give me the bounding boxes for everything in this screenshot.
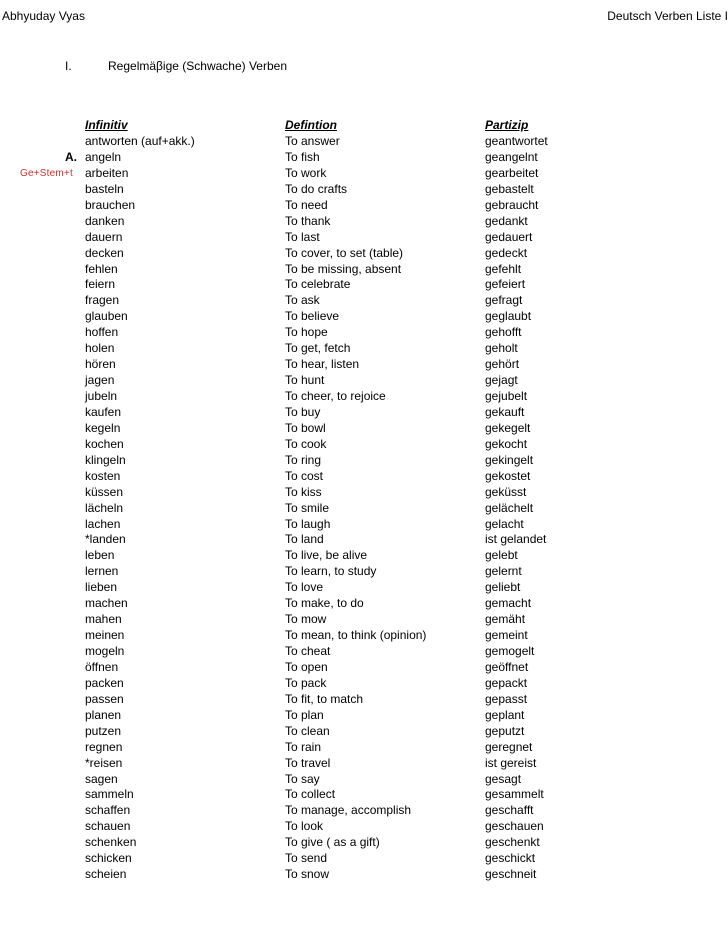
infinitive-cell: decken	[85, 245, 124, 260]
definition-cell: To cost	[285, 468, 324, 483]
participle-cell: gefehlt	[485, 261, 522, 276]
table-row	[0, 819, 728, 835]
infinitive-cell: *landen	[85, 532, 126, 547]
infinitive-cell: brauchen	[85, 197, 136, 212]
infinitive-cell: hören	[85, 357, 116, 372]
definition-cell: To collect	[285, 787, 336, 802]
participle-cell: gehofft	[485, 325, 522, 340]
definition-cell: To clean	[285, 723, 330, 738]
table-row	[0, 532, 728, 548]
infinitive-cell: meinen	[85, 628, 125, 643]
definition-cell: To live, be alive	[285, 548, 368, 563]
column-header-definition: Defintion	[285, 118, 337, 132]
header-document-title: Deutsch Verben Liste I	[607, 9, 728, 23]
infinitive-cell: fehlen	[85, 261, 118, 276]
table-row	[0, 469, 728, 485]
table-row	[0, 166, 728, 182]
participle-cell: gepackt	[485, 675, 528, 690]
participle-cell: gearbeitet	[485, 165, 539, 180]
participle-cell: geliebt	[485, 580, 521, 595]
table-row	[0, 851, 728, 867]
table-row	[0, 501, 728, 517]
infinitive-cell: packen	[85, 675, 124, 690]
infinitive-cell: angeln	[85, 149, 122, 164]
table-row	[0, 517, 728, 533]
infinitive-cell: hoffen	[85, 325, 119, 340]
infinitive-cell: holen	[85, 341, 115, 356]
table-row	[0, 740, 728, 756]
definition-cell: To hear, listen	[285, 357, 360, 372]
participle-cell: geholt	[485, 341, 518, 356]
definition-cell: To cheer, to rejoice	[285, 389, 386, 403]
infinitive-cell: passen	[85, 691, 124, 706]
definition-cell: To ring	[285, 452, 322, 467]
table-row	[0, 772, 728, 788]
infinitive-cell: klingeln	[85, 452, 126, 467]
section-title: Regelmäβige (Schwache) Verben	[108, 59, 287, 73]
definition-cell: To last	[285, 229, 320, 244]
table-row	[0, 325, 728, 341]
infinitive-cell: lieben	[85, 580, 118, 595]
table-row	[0, 293, 728, 309]
subsection-note: Ge+Stem+t	[20, 168, 73, 179]
participle-cell: geputzt	[485, 723, 525, 738]
infinitive-cell: danken	[85, 213, 125, 228]
infinitive-cell: jagen	[85, 373, 115, 388]
participle-cell: gesammelt	[485, 787, 544, 802]
definition-cell: To make, to do	[285, 596, 364, 611]
infinitive-cell: schaffen	[85, 803, 131, 818]
infinitive-cell: schauen	[85, 819, 131, 834]
table-row	[0, 230, 728, 246]
definition-cell: To work	[285, 165, 327, 180]
section-numeral: I.	[65, 59, 72, 73]
table-row	[0, 214, 728, 230]
infinitive-cell: kegeln	[85, 420, 121, 435]
table-row	[0, 357, 728, 373]
table-row	[0, 580, 728, 596]
definition-cell: To cheat	[285, 644, 331, 658]
definition-cell: To say	[285, 771, 320, 786]
participle-cell: geregnet	[485, 739, 533, 754]
table-row	[0, 692, 728, 708]
participle-cell: gelernt	[485, 564, 522, 579]
infinitive-cell: kochen	[85, 436, 124, 451]
participle-cell: gebastelt	[485, 181, 534, 196]
infinitive-cell: lächeln	[85, 500, 124, 515]
participle-cell: ist gereist	[485, 755, 537, 770]
definition-cell: To be missing, absent	[285, 261, 402, 276]
infinitive-cell: feiern	[85, 277, 116, 292]
participle-cell: gedeckt	[485, 245, 528, 260]
participle-cell: gelächelt	[485, 500, 534, 515]
participle-cell: gekingelt	[485, 452, 534, 467]
participle-cell: gemäht	[485, 612, 526, 627]
table-row	[0, 150, 728, 166]
definition-cell: To land	[285, 532, 324, 547]
table-row	[0, 309, 728, 325]
definition-cell: To answer	[285, 134, 340, 148]
definition-cell: To manage, accomplish	[285, 803, 412, 818]
participle-cell: geschafft	[485, 803, 534, 818]
infinitive-cell: arbeiten	[85, 165, 129, 180]
participle-cell: gekostet	[485, 468, 531, 483]
participle-cell: gesagt	[485, 771, 522, 786]
definition-cell: To smile	[285, 500, 330, 515]
table-row	[0, 389, 728, 405]
table-row	[0, 262, 728, 278]
participle-cell: geöffnet	[485, 659, 529, 674]
participle-cell: gebraucht	[485, 197, 539, 212]
infinitive-cell: machen	[85, 596, 128, 611]
participle-cell: gemeint	[485, 628, 528, 643]
definition-cell: To thank	[285, 213, 331, 228]
table-row	[0, 708, 728, 724]
definition-cell: To buy	[285, 404, 321, 419]
participle-cell: gefeiert	[485, 277, 526, 292]
definition-cell: To mean, to think (opinion)	[285, 628, 427, 643]
participle-cell: gekauft	[485, 404, 525, 419]
definition-cell: To learn, to study	[285, 564, 377, 579]
table-row	[0, 246, 728, 262]
infinitive-cell: sammeln	[85, 787, 134, 802]
definition-cell: To love	[285, 580, 324, 595]
participle-cell: geantwortet	[485, 134, 548, 148]
participle-cell: geschauen	[485, 819, 544, 834]
definition-cell: To plan	[285, 707, 324, 722]
infinitive-cell: planen	[85, 707, 122, 722]
table-row	[0, 724, 728, 740]
infinitive-cell: scheien	[85, 867, 127, 882]
definition-cell: To give ( as a gift)	[285, 835, 380, 850]
participle-cell: gekegelt	[485, 420, 531, 435]
participle-cell: geschneit	[485, 867, 537, 882]
table-row	[0, 341, 728, 357]
participle-cell: geplant	[485, 707, 525, 722]
participle-cell: gehört	[485, 357, 520, 372]
infinitive-cell: dauern	[85, 229, 123, 244]
definition-cell: To send	[285, 851, 328, 866]
infinitive-cell: sagen	[85, 771, 118, 786]
verb-table	[0, 134, 728, 883]
definition-cell: To laugh	[285, 516, 331, 531]
definition-cell: To fit, to match	[285, 691, 364, 706]
table-row	[0, 134, 728, 150]
definition-cell: To travel	[285, 755, 331, 770]
header-author: Abhyuday Vyas	[2, 9, 85, 23]
column-header-infinitive: Infinitiv	[85, 118, 128, 132]
table-row	[0, 867, 728, 883]
column-header-participle: Partizip	[485, 118, 529, 132]
definition-cell: To do crafts	[285, 181, 348, 196]
infinitive-cell: *reisen	[85, 755, 123, 770]
infinitive-cell: putzen	[85, 723, 122, 738]
table-row	[0, 803, 728, 819]
infinitive-cell: kaufen	[85, 404, 122, 419]
participle-cell: geschenkt	[485, 835, 540, 850]
subsection-letter: A.	[65, 150, 77, 164]
definition-cell: To ask	[285, 293, 320, 308]
table-row	[0, 437, 728, 453]
participle-cell: gejubelt	[485, 389, 528, 403]
table-row	[0, 453, 728, 469]
definition-cell: To cover, to set (table)	[285, 245, 404, 260]
participle-cell: gemacht	[485, 596, 532, 611]
definition-cell: To look	[285, 819, 324, 834]
infinitive-cell: mahen	[85, 612, 122, 627]
definition-cell: To mow	[285, 612, 327, 627]
definition-cell: To bowl	[285, 420, 326, 435]
infinitive-cell: küssen	[85, 484, 124, 499]
participle-cell: geglaubt	[485, 309, 532, 324]
definition-cell: To open	[285, 659, 328, 674]
table-row	[0, 564, 728, 580]
table-row	[0, 373, 728, 389]
participle-cell: gelacht	[485, 516, 524, 531]
table-row	[0, 596, 728, 612]
participle-cell: gelebt	[485, 548, 518, 563]
participle-cell: ist gelandet	[485, 532, 547, 547]
table-row	[0, 612, 728, 628]
participle-cell: gepasst	[485, 691, 528, 706]
definition-cell: To snow	[285, 867, 330, 882]
infinitive-cell: leben	[85, 548, 115, 563]
participle-cell: gedauert	[485, 229, 533, 244]
table-row	[0, 485, 728, 501]
definition-cell: To fish	[285, 149, 320, 164]
table-row	[0, 548, 728, 564]
infinitive-cell: schenken	[85, 835, 137, 850]
infinitive-cell: antworten (auf+akk.)	[85, 134, 195, 148]
table-row	[0, 835, 728, 851]
table-row	[0, 198, 728, 214]
infinitive-cell: lernen	[85, 564, 119, 579]
participle-cell: gefragt	[485, 293, 523, 308]
infinitive-cell: glauben	[85, 309, 128, 324]
definition-cell: To celebrate	[285, 277, 351, 292]
definition-cell: To rain	[285, 739, 322, 754]
infinitive-cell: öffnen	[85, 659, 119, 674]
definition-cell: To cook	[285, 436, 327, 451]
infinitive-cell: schicken	[85, 851, 132, 866]
table-row	[0, 277, 728, 293]
table-row	[0, 676, 728, 692]
definition-cell: To get, fetch	[285, 341, 351, 356]
table-row	[0, 644, 728, 660]
infinitive-cell: regnen	[85, 739, 123, 754]
participle-cell: geküsst	[485, 484, 527, 499]
participle-cell: geangelnt	[485, 149, 538, 164]
participle-cell: gekocht	[485, 436, 528, 451]
definition-cell: To hunt	[285, 373, 325, 388]
infinitive-cell: fragen	[85, 293, 120, 308]
infinitive-cell: lachen	[85, 516, 121, 531]
table-row	[0, 421, 728, 437]
participle-cell: gejagt	[485, 373, 518, 388]
infinitive-cell: basteln	[85, 181, 124, 196]
table-row	[0, 660, 728, 676]
table-row	[0, 405, 728, 421]
infinitive-cell: kosten	[85, 468, 121, 483]
definition-cell: To believe	[285, 309, 340, 324]
definition-cell: To kiss	[285, 484, 322, 499]
participle-cell: geschickt	[485, 851, 536, 866]
infinitive-cell: jubeln	[85, 389, 118, 403]
definition-cell: To need	[285, 197, 328, 212]
table-row	[0, 756, 728, 772]
table-row	[0, 182, 728, 198]
participle-cell: gemogelt	[485, 644, 535, 658]
infinitive-cell: mogeln	[85, 644, 125, 658]
definition-cell: To pack	[285, 675, 327, 690]
participle-cell: gedankt	[485, 213, 528, 228]
table-row	[0, 787, 728, 803]
table-row	[0, 628, 728, 644]
definition-cell: To hope	[285, 325, 328, 340]
